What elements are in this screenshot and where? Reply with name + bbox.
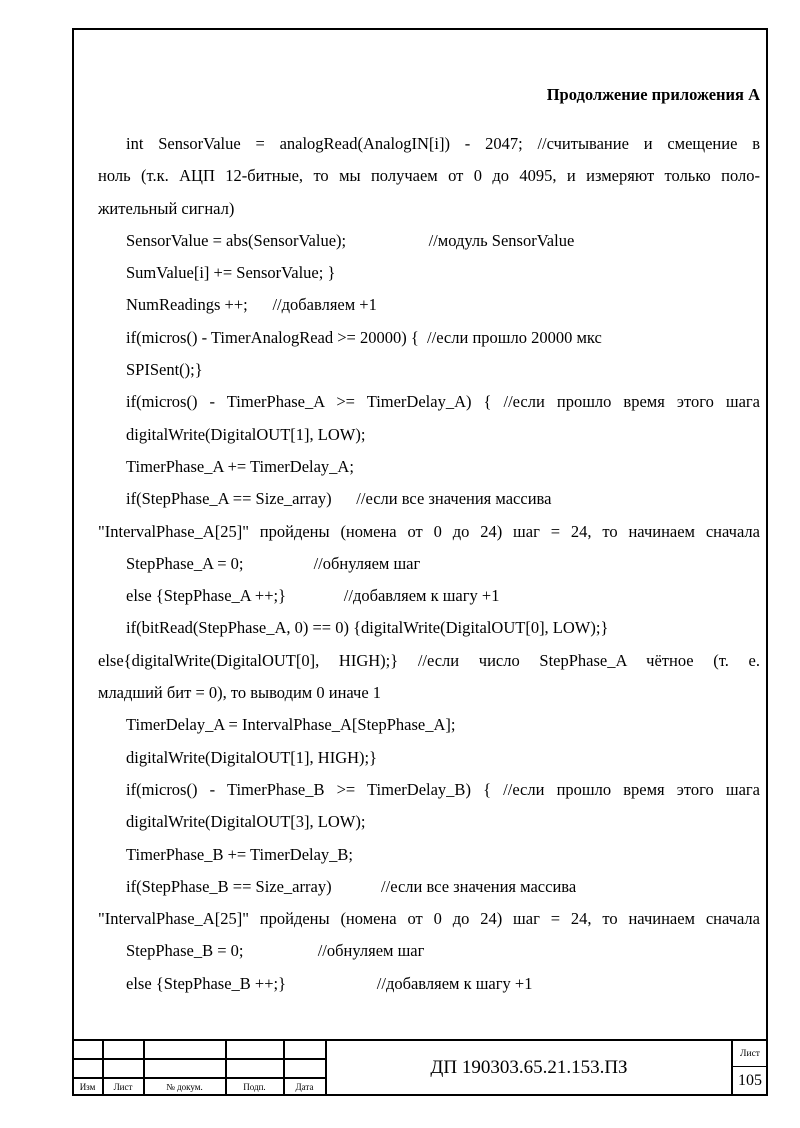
stamp-border (72, 1039, 768, 1041)
stamp-signature-label: Подп. (243, 1082, 266, 1092)
code-line: SumValue[i] += SensorValue; } (126, 263, 336, 283)
code-line: else {StepPhase_B ++;} //добавляем к шагу +1 (126, 973, 533, 993)
code-line: digitalWrite(DigitalOUT[3], LOW); (126, 812, 366, 832)
code-line: if(micros() - TimerPhase_A >= TimerDelay_A) { //если прошло время этого шага (126, 392, 760, 412)
code-line: StepPhase_B = 0; //обнуляем шаг (126, 941, 425, 961)
code-line: digitalWrite(DigitalOUT[1], HIGH);} (126, 747, 378, 767)
code-line: if(StepPhase_B == Size_array) //если все значения массива (126, 876, 577, 896)
stamp-list-label: Лист (113, 1082, 133, 1092)
document-number: ДП 190303.65.21.153.ПЗ (430, 1057, 628, 1078)
code-line: SensorValue = abs(SensorValue); //модуль SensorValue (126, 230, 575, 250)
sheet-separator (732, 1066, 768, 1067)
code-listing (98, 128, 760, 1000)
code-line: else {StepPhase_A ++;} //добавляем к шагу +1 (126, 586, 500, 606)
code-line: TimerDelay_A = IntervalPhase_A[StepPhase_A]; (126, 715, 456, 735)
code-line: else{digitalWrite(DigitalOUT[0], HIGH);} //если число StepPhase_A чётное (т. е. (98, 650, 760, 670)
code-line: SPISent();} (126, 360, 203, 380)
code-line: if(bitRead(StepPhase_A, 0) == 0) {digitalWrite(DigitalOUT[0], LOW);} (126, 618, 609, 638)
stamp-row-line (72, 1077, 326, 1079)
code-line: "IntervalPhase_A[25]" пройдены (номена от 0 до 24) шаг = 24, то начинаем сначала (98, 909, 760, 929)
stamp-date-label: Дата (295, 1082, 314, 1092)
sheet-label: Лист (740, 1049, 760, 1059)
stamp-doc-label: № докум. (166, 1082, 203, 1092)
code-line: int SensorValue = analogRead(AnalogIN[i]) - 2047; //считывание и смещение в (126, 134, 760, 153)
code-line: ноль (т.к. АЦП 12-битные, то мы получаем от 0 до 4095, и измеряют только поло- (98, 166, 760, 186)
code-line: жительный сигнал) (98, 198, 235, 218)
code-line: if(micros() - TimerAnalogRead >= 20000) { //если прошло 20000 мкс (126, 327, 602, 347)
code-line: "IntervalPhase_A[25]" пройдены (номена от 0 до 24) шаг = 24, то начинаем сначала (98, 521, 760, 541)
appendix-heading: Продолжение приложения А (546, 85, 760, 104)
stamp-row-line (72, 1058, 326, 1060)
code-line: TimerPhase_A += TimerDelay_A; (126, 456, 354, 476)
stamp-izm-label: Изм (79, 1082, 96, 1092)
code-line: StepPhase_A = 0; //обнуляем шаг (126, 553, 421, 573)
code-line: TimerPhase_B += TimerDelay_B; (126, 844, 354, 864)
sheet-number: 105 (738, 1072, 762, 1089)
code-line: digitalWrite(DigitalOUT[1], LOW); (126, 424, 366, 444)
code-line: NumReadings ++; //добавляем +1 (126, 295, 377, 315)
code-line: if(micros() - TimerPhase_B >= TimerDelay_B) { //если прошло время этого шага (126, 779, 760, 799)
code-line: if(StepPhase_A == Size_array) //если все значения массива (126, 489, 552, 509)
code-line: младший бит = 0), то выводим 0 иначе 1 (98, 683, 382, 703)
